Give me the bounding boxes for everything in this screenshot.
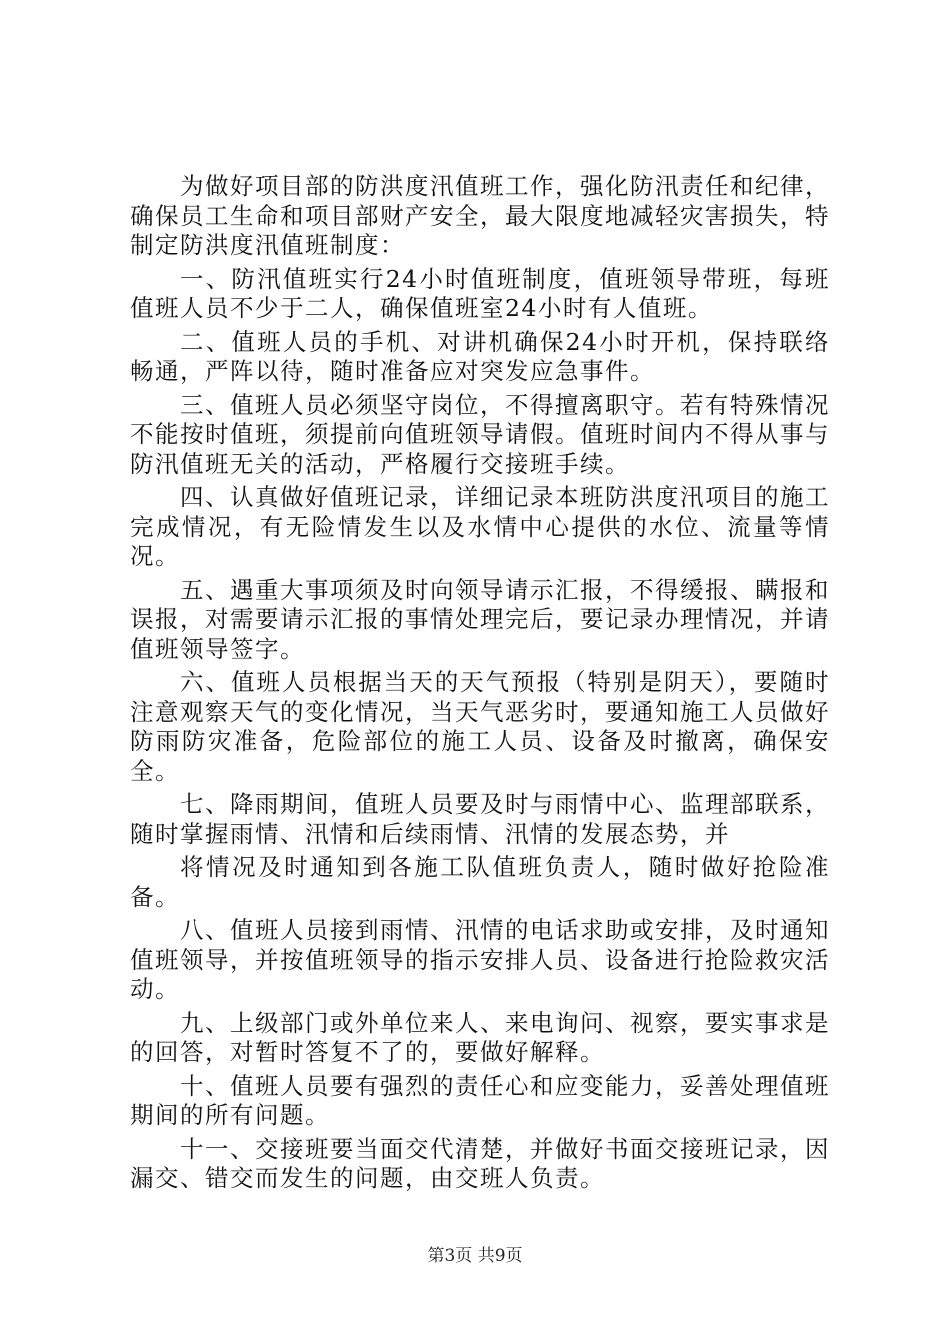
- paragraph-rule-5: 五、遇重大事项须及时向领导请示汇报，不得缓报、瞒报和误报，对需要请示汇报的事情处理完后，要记录办理情况，并请值班领导签字。: [130, 575, 830, 663]
- paragraph-rule-3: 三、值班人员必须坚守岗位，不得擅离职守。若有特殊情况不能按时值班，须提前向值班领导请假。值班时间内不得从事与防汛值班无关的活动，严格履行交接班手续。: [130, 390, 830, 478]
- paragraph-rule-1: 一、防汛值班实行24小时值班制度，值班领导带班，每班值班人员不少于二人，确保值班室24小时有人值班。: [130, 264, 830, 322]
- paragraph-rule-11: 十一、交接班要当面交代清楚，并做好书面交接班记录，因漏交、错交而发生的问题，由交班人负责。: [130, 1134, 830, 1192]
- paragraph-rule-8: 八、值班人员接到雨情、汛情的电话求助或安排，及时通知值班领导，并按值班领导的指示安排人员、设备进行抢险救灾活动。: [130, 916, 830, 1003]
- paragraph-rule-7-continued: 将情况及时通知到各施工队值班负责人，随时做好抢险准备。: [130, 853, 830, 911]
- paragraph-rule-7: 七、降雨期间，值班人员要及时与雨情中心、监理部联系，随时掌握雨情、汛情和后续雨情、汛情的发展态势，并: [130, 790, 830, 848]
- paragraph-rule-6: 六、值班人员根据当天的天气预报（特别是阴天），要随时注意观察天气的变化情况，当天气恶劣时，要通知施工人员做好防雨防灾准备，危险部位的施工人员、设备及时撤离，确保安全。: [130, 668, 830, 785]
- document-body: [130, 172, 830, 1198]
- page-number-footer: 第3页 共9页: [427, 1246, 523, 1266]
- paragraph-intro: 为做好项目部的防洪度汛值班工作，强化防汛责任和纪律，确保员工生命和项目部财产安全，最大限度地减轻灾害损失，特制定防洪度汛值班制度：: [130, 172, 830, 259]
- paragraph-rule-10: 十、值班人员要有强烈的责任心和应变能力，妥善处理值班期间的所有问题。: [130, 1071, 830, 1129]
- paragraph-rule-2: 二、值班人员的手机、对讲机确保24小时开机，保持联络畅通，严阵以待，随时准备应对突发应急事件。: [130, 327, 830, 385]
- paragraph-rule-9: 九、上级部门或外单位来人、来电询问、视察，要实事求是的回答，对暂时答复不了的，要做好解释。: [130, 1008, 830, 1066]
- paragraph-rule-4: 四、认真做好值班记录，详细记录本班防洪度汛项目的施工完成情况，有无险情发生以及水情中心提供的水位、流量等情况。: [130, 483, 830, 570]
